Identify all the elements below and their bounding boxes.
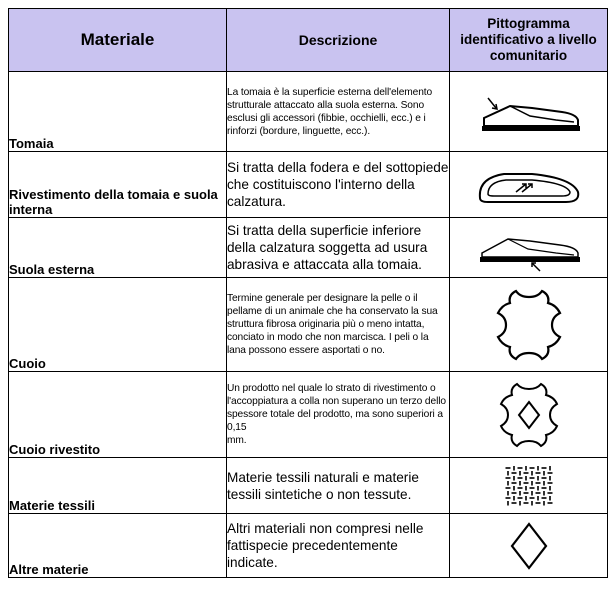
material-name: Cuoio rivestito bbox=[9, 372, 227, 458]
description-line: Un prodotto nel quale lo strato di rivestimento o l'accoppiatura a colla non superano un terzo dello spessore totale del prodotto, ma sono superiori a bbox=[227, 383, 446, 420]
table-row bbox=[9, 72, 608, 152]
material-description: Si tratta della superficie inferiore della calzatura soggetta ad usura abrasiva e attaccata alla tomaia. bbox=[227, 218, 450, 278]
material-name: Suola esterna bbox=[9, 218, 227, 278]
material-name: Rivestimento della tomaia e suola interna bbox=[9, 152, 227, 218]
header-row bbox=[9, 9, 608, 72]
materials-table bbox=[8, 8, 608, 578]
material-description: La tomaia è la superficie esterna dell'elemento strutturale attaccato alla suola esterna. Sono esclusi gli accessori (fibbie, occhielli, ecc.) e i rinforzi (bordure, linguette, ecc.). bbox=[227, 72, 450, 152]
textile-weave-icon bbox=[505, 465, 553, 507]
table-row bbox=[9, 458, 608, 514]
table-row bbox=[9, 218, 608, 278]
material-description: Si tratta della fodera e del sottopiede che costituiscono l'interno della calzatura. bbox=[227, 152, 450, 218]
material-name: Materie tessili bbox=[9, 458, 227, 514]
table-row bbox=[9, 514, 608, 578]
coated-leather-icon bbox=[497, 380, 561, 450]
description-line: mm. bbox=[227, 435, 247, 446]
material-description: Termine generale per designare la pelle o il pellame di un animale che ha conservato la sua struttura fibrosa originaria più o meno intatta, conciato in modo che non marcisca. I peli o la lana possono essere asportati o no. bbox=[227, 278, 450, 372]
material-description bbox=[227, 372, 450, 458]
table-row bbox=[9, 278, 608, 372]
material-name: Tomaia bbox=[9, 72, 227, 152]
material-name: Cuoio bbox=[9, 278, 227, 372]
material-description: Altri materiali non compresi nelle fattispecie precedentemente indicate. bbox=[227, 514, 450, 578]
diamond-icon bbox=[509, 521, 549, 571]
header-descrizione: Descrizione bbox=[227, 9, 450, 72]
header-materiale: Materiale bbox=[9, 9, 227, 72]
shoe-upper-icon bbox=[474, 82, 584, 142]
material-description: Materie tessili naturali e materie tessili sintetiche o non tessute. bbox=[227, 458, 450, 514]
shoe-lining-icon bbox=[474, 160, 584, 210]
leather-hide-icon bbox=[494, 287, 564, 363]
shoe-sole-icon bbox=[474, 223, 584, 273]
table-row bbox=[9, 152, 608, 218]
header-pittogramma: Pittogramma identificativo a livello comunitario bbox=[450, 9, 608, 72]
table-row bbox=[9, 372, 608, 458]
description-line: 0,15 bbox=[227, 422, 247, 433]
material-name: Altre materie bbox=[9, 514, 227, 578]
